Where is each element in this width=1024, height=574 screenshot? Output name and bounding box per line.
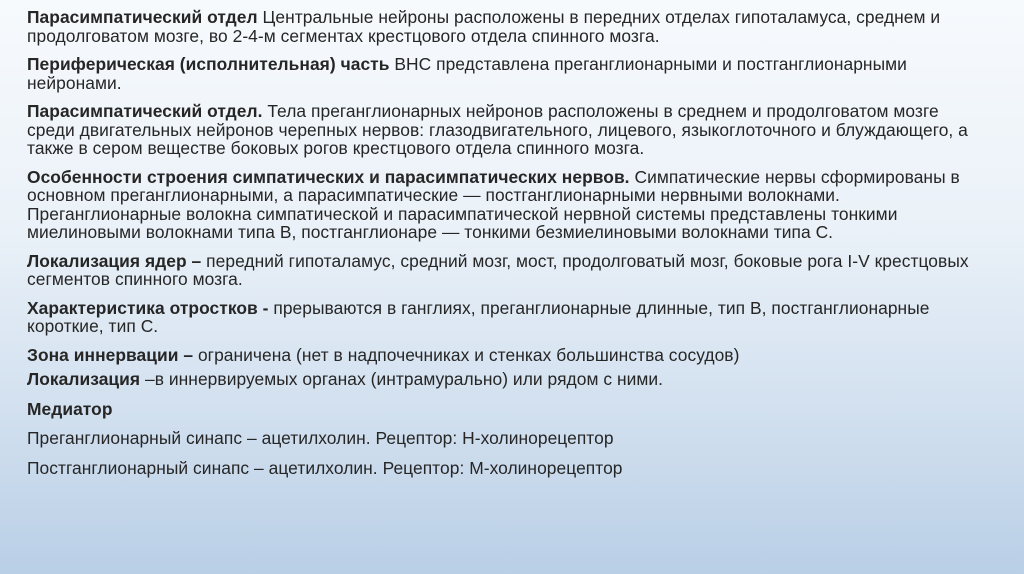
paragraph-body: ограничена (нет в надпочечниках и стенках большинства сосудов) [193, 344, 740, 365]
paragraph-body: ВНС представлена преганглионарными и постганглионарными нейронами. [27, 54, 907, 93]
paragraph-parasympathetic-central [27, 8, 984, 45]
paragraph-nuclei-localization [27, 252, 984, 289]
paragraph-body: –в иннервируемых органах (интрамурально) или рядом с ними. [140, 369, 664, 389]
paragraph-lead: Парасимпатический отдел. [27, 101, 263, 121]
paragraph-localization [27, 370, 984, 389]
paragraph-lead: Локализация ядер – [27, 250, 202, 271]
paragraph-lead: Парасимпатический отдел [27, 7, 258, 27]
paragraph-lead: Локализация [27, 369, 141, 389]
paragraph-lead: Периферическая (исполнительная) часть [27, 54, 390, 74]
paragraph-body: передний гипоталамус, средний мозг, мост, продолговатый мозг, боковые рога I-V крестцовых сегментов спинного мозга. [27, 250, 969, 289]
paragraph-body: Преганглионарный синапс – ацетилхолин. Рецептор: Н-холинорецептор [27, 428, 614, 448]
paragraph-processes [27, 299, 984, 336]
paragraph-lead: Зона иннервации – [27, 344, 194, 365]
paragraph-body: Симпатические нервы сформированы в основном преганглионарными, а парасимпатические — постганглионарными нервными волокнами. Преганглионарные волокна симпатической и парасимпатической нервной системы представлены тонкими миелиновыми волокнами типа B, постганглионаре — тонкими безмиелиновыми волокнами типа C. [27, 166, 960, 242]
paragraph-innervation-zone [27, 346, 984, 365]
paragraph-peripheral-part [27, 55, 984, 92]
paragraph-lead: Характеристика отростков - [27, 297, 269, 318]
paragraph-nerve-structure [27, 168, 984, 242]
paragraph-parasympathetic-preganglionic [27, 102, 984, 158]
paragraph-preganglionic-synapse [27, 429, 984, 448]
paragraph-lead: Медиатор [27, 398, 113, 419]
paragraph-body: Постганглионарный синапс – ацетилхолин. Рецептор: М-холинорецептор [27, 457, 623, 478]
paragraph-postganglionic-synapse [27, 459, 984, 478]
paragraph-mediator-heading [27, 400, 984, 419]
paragraph-body: прерываются в ганглиях, преганглионарные длинные, тип В, постганглионарные короткие, тип С. [27, 297, 930, 336]
paragraph-body: Центральные нейроны расположены в передних отделах гипоталамуса, среднем и продолговатом мозге, во 2-4-м сегментах крестцового отдела спинного мозга. [27, 7, 941, 46]
paragraph-lead: Особенности строения симпатических и парасимпатических нервов. [27, 166, 630, 187]
paragraph-body: Тела преганглионарных нейронов расположены в среднем и продолговатом мозге среди двигательных нейронов черепных нервов: глазодвигательного, лицевого, языкоглоточного и блуждающего, а также в сером веществе боковых рогов крестцового отдела спинного мозга. [27, 101, 968, 158]
